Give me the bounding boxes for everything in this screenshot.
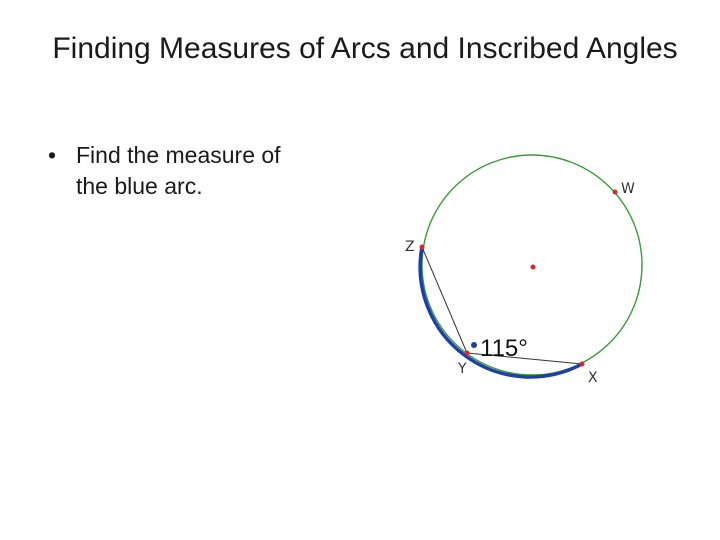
point-y [465,351,470,356]
label-w: W [621,181,635,197]
angle-measure-label: 115° [480,335,528,362]
slide-title: Finding Measures of Arcs and Inscribed Angles [52,32,678,65]
bullet-text-line-1: Find the measure of [76,142,281,168]
bullet-marker: • [48,142,57,168]
label-y: Y [458,361,467,377]
label-x: X [588,370,598,386]
angle-marker-dot [471,342,477,348]
point-x [580,362,585,367]
point-w [613,190,618,195]
label-z: Z [405,239,415,255]
point-z [420,245,425,250]
bullet-text-line-2: the blue arc. [76,173,203,199]
circle-center-point [531,265,536,270]
